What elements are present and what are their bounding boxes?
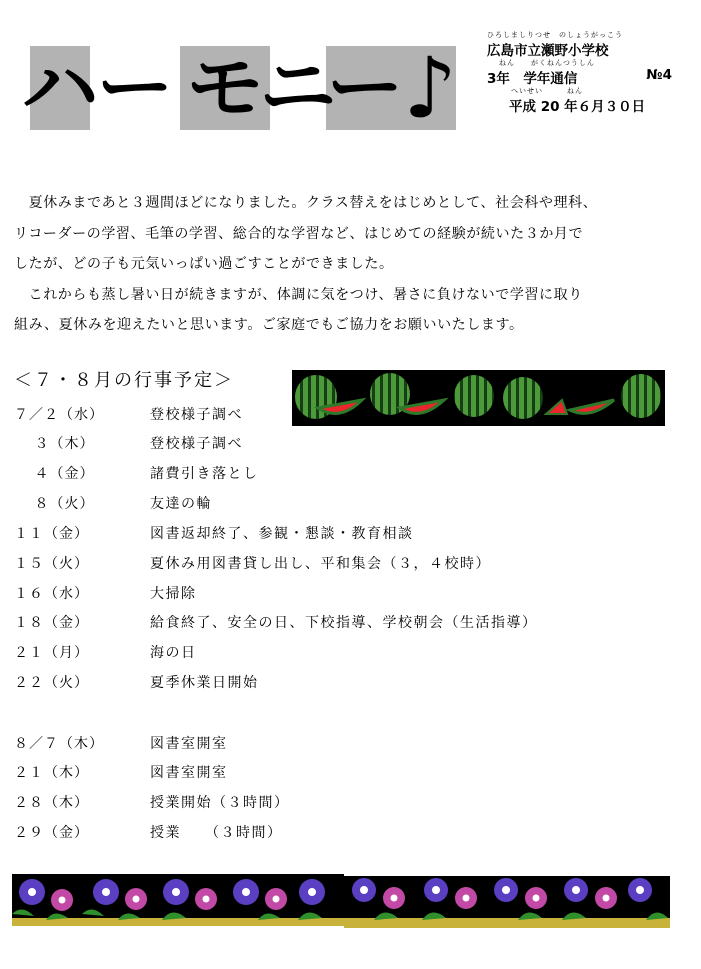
event-date: ２２（火） [14,675,89,691]
watermelon-illustration [292,370,665,426]
event-date: １６（水） [14,586,89,602]
school-name-ruby: ひろしましりつせ のしょうがっこう [487,31,623,39]
event-text: 図書返却終了、参観・懇談・教育相談 [150,526,414,542]
title-char-ha: ハ [21,45,99,131]
paragraph-1-line: 夏休みまであと３週間ほどになりました。クラス替えをはじめとして、社会科や理科、 [14,195,598,211]
event-text: 給食終了、安全の日、下校指導、学校朝会（生活指導） [150,615,538,631]
event-text: 諸費引き落とし [150,466,259,482]
event-text: 夏休み用図書貸し出し、平和集会（３，４校時） [150,556,491,572]
event-row [14,612,538,638]
event-date: １１（金） [14,526,89,542]
date-ruby: へいせい ねん [511,87,583,95]
event-row [14,404,243,430]
event-row [14,672,259,698]
paragraph-1-line: リコーダーの学習、毛筆の学習、総合的な学習など、はじめての経験が続いた３か月で [14,225,584,242]
morning-glory-border-left [12,874,344,926]
event-text: 図書室開室 [150,765,228,781]
event-date: ２１（木） [14,765,89,781]
grade-ruby: ねん がくねんつうしん [499,59,595,67]
event-text: 図書室開室 [150,736,228,752]
event-date: ２８（木） [14,795,89,811]
event-row [14,433,243,459]
issue-date: 平成 20 年６月３０日 [509,99,646,115]
event-date: １８（金） [14,615,89,631]
event-text: 登校様子調べ [150,436,243,452]
event-row [14,762,228,788]
event-date: ８（火） [14,496,95,512]
event-date: ７／２（水） [14,407,104,423]
event-text: 大掃除 [150,586,197,602]
newsletter-title [21,39,460,137]
title-char-dash-2: ー [326,45,404,131]
watermelon-icon [292,370,665,426]
event-row [14,553,491,579]
intro-text [14,188,690,341]
event-text: 登校様子調べ [150,407,243,423]
event-date: ４（金） [14,466,95,482]
event-date: ２１（月） [14,645,89,661]
morning-glory-icon [344,876,670,928]
event-text: 授業 （３時間） [150,825,283,841]
event-row [14,583,197,609]
event-date: ２９（金） [14,825,89,841]
event-row [14,463,259,489]
event-row [14,642,197,668]
event-text: 授業開始（３時間） [150,795,290,811]
title-char-dash-1: ー [96,45,174,131]
paragraph-1-line: したが、どの子も元気いっぱい過ごすことができました。 [14,256,394,272]
school-info [487,30,687,114]
event-text: 友達の輪 [150,496,212,512]
paragraph-2-line: 組み、夏休みを迎えたいと思います。ご家庭でもご協力をお願いいたします。 [14,317,524,333]
event-row [14,523,414,549]
event-row [14,822,283,848]
title-char-mo: モ [186,45,264,131]
event-date: ３（木） [14,436,95,452]
issue-number: №4 [646,67,672,83]
grade-newsletter-label: 3年 学年通信 [487,71,578,87]
event-text: 夏季休業日開始 [150,675,259,691]
event-row [14,493,212,519]
morning-glory-border-right [344,876,670,928]
event-date: １５（火） [14,556,89,572]
event-date: ８／７（木） [14,736,104,752]
morning-glory-icon [12,874,344,926]
events-heading: ＜７・８月の行事予定＞ [14,370,234,391]
event-row [14,733,228,759]
event-text: 海の日 [150,645,197,661]
school-name: 広島市立瀬野小学校 [487,43,609,59]
music-note-icon: ♪ [403,39,457,137]
paragraph-2-line: これからも蒸し暑い日が続きますが、体調に気をつけ、暑さに負けないで学習に取り [14,286,583,303]
title-char-ni: ニ [259,45,337,131]
event-row [14,792,290,818]
